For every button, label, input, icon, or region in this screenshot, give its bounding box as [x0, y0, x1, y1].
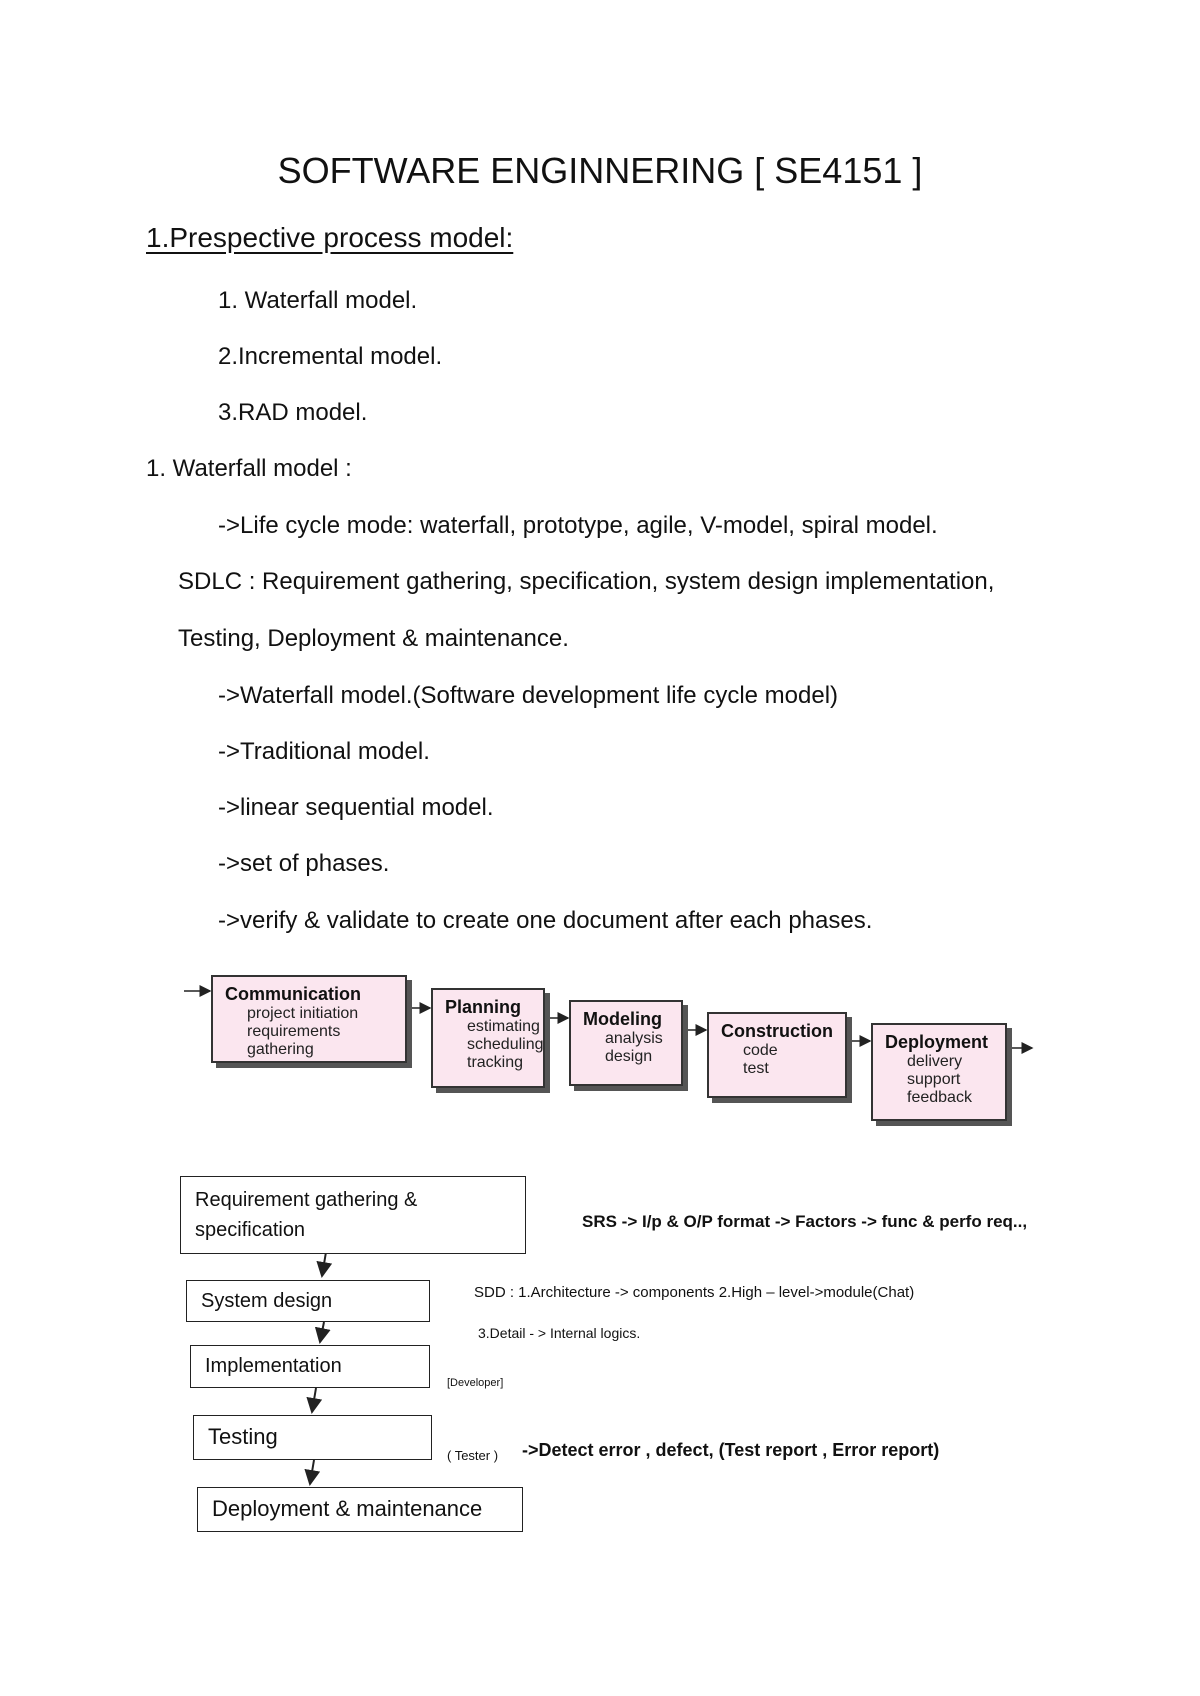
phase-item: delivery: [907, 1053, 963, 1070]
point-item: ->linear sequential model.: [218, 794, 494, 821]
step-deployment: [197, 1487, 523, 1532]
phase-item: support: [907, 1071, 961, 1088]
point-item: ->set of phases.: [218, 850, 390, 877]
sdlc-arrow-4: [310, 1460, 314, 1484]
sdlc-arrow-3: [312, 1388, 316, 1412]
section-heading: 1.Prespective process model:: [146, 222, 514, 253]
step-label: Requirement gathering &: [195, 1189, 418, 1211]
step-testing: [193, 1415, 432, 1460]
tester-note: ( Tester ): [447, 1448, 499, 1463]
waterfall-heading: 1. Waterfall model :: [146, 455, 352, 482]
sdlc-line-2: Testing, Deployment & maintenance.: [178, 625, 569, 652]
phase-title: Planning: [445, 997, 521, 1017]
phase-title: Modeling: [583, 1009, 662, 1029]
step-label: Implementation: [205, 1355, 342, 1377]
point-item: ->Waterfall model.(Software development life cycle model): [218, 682, 839, 709]
testing-note: ->Detect error , defect, (Test report , Error report): [522, 1440, 940, 1460]
developer-note: [Developer]: [447, 1377, 504, 1389]
phase-construction: [707, 1012, 847, 1098]
phase-title: Deployment: [885, 1032, 989, 1052]
phase-item: project initiation: [247, 1005, 359, 1022]
phase-item: requirements gathering: [247, 1023, 341, 1058]
phase-item: feedback: [907, 1089, 972, 1106]
phase-item: design: [605, 1048, 653, 1065]
model-item: 3.RAD model.: [218, 399, 368, 426]
sdlc-arrow-2: [320, 1322, 324, 1342]
phase-item: analysis: [605, 1030, 663, 1047]
model-item: 1. Waterfall model.: [218, 287, 418, 314]
sdlc-line-1: SDLC : Requirement gathering, specification, system design implementation,: [178, 568, 995, 595]
phase-title: Construction: [721, 1021, 833, 1041]
sdd-note-2: 3.Detail - > Internal logics.: [478, 1325, 641, 1341]
step-label: Testing: [208, 1424, 278, 1449]
phase-item: code: [743, 1042, 778, 1059]
phase-item: estimating: [467, 1018, 540, 1035]
step-system-design: [186, 1280, 430, 1322]
point-item: ->verify & validate to create one document after each phases.: [218, 907, 873, 934]
phase-planning: [431, 988, 545, 1088]
phase-item: test: [743, 1060, 769, 1077]
srs-note: SRS -> I/p & O/P format -> Factors -> func & perfo req..,: [582, 1212, 1028, 1231]
sdlc-arrow-1: [322, 1252, 326, 1276]
phase-modeling: [569, 1000, 683, 1086]
model-item: 2.Incremental model.: [218, 343, 443, 370]
point-item: ->Traditional model.: [218, 738, 430, 765]
phase-communication: [211, 975, 407, 1063]
page-title: SOFTWARE ENGINNERING [ SE4151 ]: [277, 150, 923, 191]
step-label: specification: [195, 1219, 306, 1241]
step-label: Deployment & maintenance: [212, 1496, 483, 1521]
phase-item: scheduling: [467, 1036, 544, 1053]
phase-deployment: [871, 1023, 1007, 1121]
sdd-note-1: SDD : 1.Architecture -> components 2.High – level->module(Chat): [474, 1284, 915, 1301]
life-cycle-line: ->Life cycle mode: waterfall, prototype, agile, V-model, spiral model.: [218, 512, 938, 539]
step-label: System design: [201, 1290, 333, 1312]
step-implementation: [190, 1345, 430, 1388]
phase-title: Communication: [225, 984, 362, 1004]
phase-item: tracking: [467, 1054, 524, 1071]
step-requirement: [180, 1176, 526, 1254]
